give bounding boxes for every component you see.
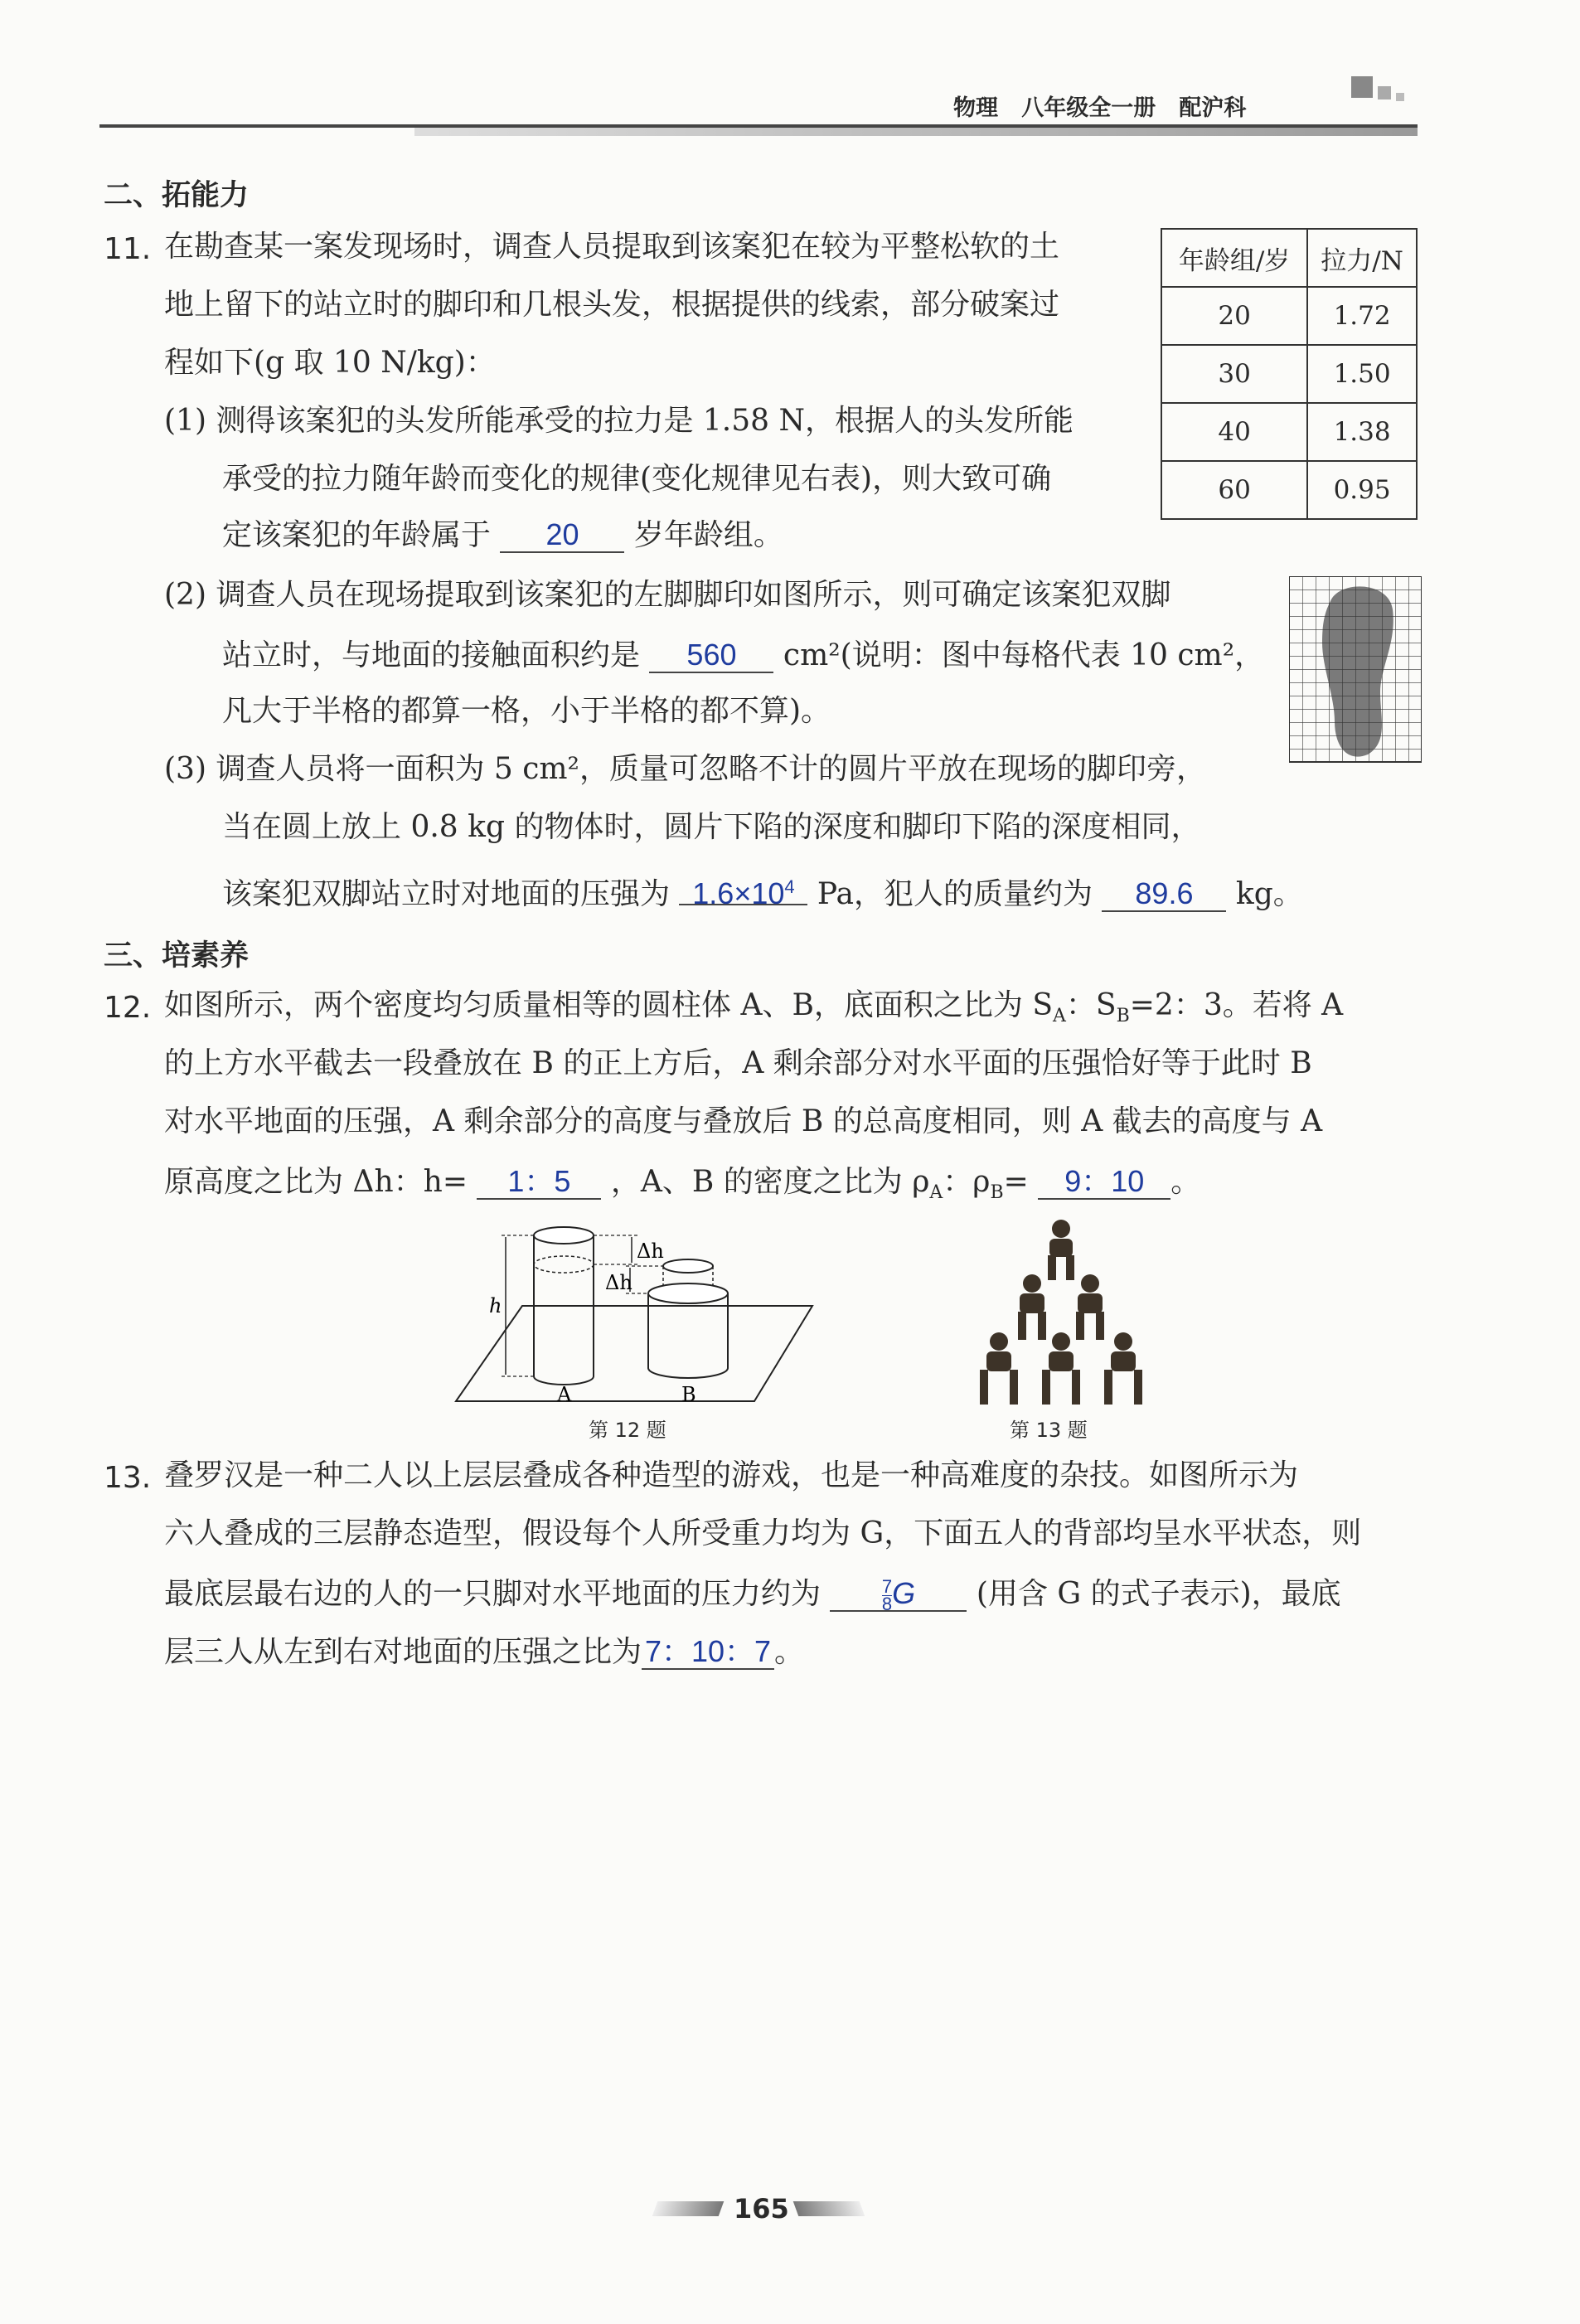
q13-fraction-denominator: 8 — [881, 1593, 893, 1614]
q12-line1-mid: ：S — [1065, 988, 1117, 1022]
cylinder-b-stack-top — [663, 1259, 713, 1273]
table-cell: 40 — [1161, 403, 1307, 461]
cylinder-a-top — [534, 1227, 594, 1244]
table-cell: 60 — [1161, 461, 1307, 519]
q12-line3: 对水平地面的压强，A 剩余部分的高度与叠放后 B 的总高度相同，则 A 截去的高度与 A — [164, 1104, 1323, 1138]
q13-answer-pressure-ratio: 7：10：7 — [642, 1635, 774, 1670]
page-number: 165 — [734, 2193, 789, 2225]
q11-part1-text: 定该案犯的年龄属于 — [222, 518, 492, 552]
q13-line1: 叠罗汉是一种二人以上层层叠成各种造型的游戏，也是一种高难度的杂技。如图所示为 — [164, 1458, 1299, 1492]
q12-line2: 的上方水平截去一段叠放在 B 的正上方后，A 剩余部分对水平面的压强恰好等于此时 B — [164, 1046, 1312, 1080]
q13-line4-text: 层三人从左到右对地面的压强之比为 — [164, 1635, 642, 1669]
q13-line2: 六人叠成的三层静态造型，假设每个人所受重力均为 G，下面五人的背部均呈水平状态，则 — [164, 1516, 1362, 1550]
q12-line4-mid2: ：ρ — [943, 1165, 991, 1199]
q12-line1-end: =2：3。若将 A — [1129, 988, 1344, 1022]
section-title-3: 三、培素养 — [104, 939, 250, 973]
q13-line3 — [164, 1577, 1341, 1612]
table-cell: 0.95 — [1307, 461, 1417, 519]
q11-part2-answer: 560 — [649, 638, 773, 673]
q12-figure-caption: 第 12 题 — [589, 1419, 666, 1442]
q11-part1-line2: 承受的拉力随年龄而变化的规律(变化规律见右表)，则大致可确 — [222, 462, 1052, 496]
q11-stem-line1: 在勘查某一案发现场时，调查人员提取到该案犯在较为平整松软的土 — [164, 230, 1060, 264]
q11-part2-text-end: cm²(说明：图中每格代表 10 cm²， — [783, 638, 1265, 672]
q13-line4-end: 。 — [774, 1635, 805, 1669]
page-header — [953, 90, 1246, 122]
q11-part3-line1: (3) 调查人员将一面积为 5 cm²，质量可忽略不计的圆片平放在现场的脚印旁， — [164, 752, 1206, 786]
q11-part2-text: 站立时，与地面的接触面积约是 — [222, 638, 641, 672]
table-header-age: 年龄组/岁 — [1161, 229, 1307, 287]
table-cell: 1.38 — [1307, 403, 1417, 461]
table-header-force: 拉力/N — [1307, 229, 1417, 287]
q11-part3-line3 — [222, 871, 1303, 912]
table-cell: 1.72 — [1307, 287, 1417, 345]
q12-answer-ratio-density: 9：10 — [1038, 1165, 1170, 1200]
ground-plane — [456, 1306, 812, 1401]
q13-line3-end: (用含 G 的式子表示)，最底 — [976, 1577, 1341, 1611]
hair-tension-table — [1161, 228, 1418, 520]
q11-stem-line3: 程如下(g 取 10 N/kg)： — [164, 346, 496, 380]
q13-figure-caption: 第 13 题 — [1010, 1419, 1088, 1442]
q11-part1-text-end: 岁年龄组。 — [633, 518, 783, 552]
q12-line4 — [164, 1165, 1200, 1208]
q12-line4-eq: = — [1003, 1165, 1029, 1199]
header-rule-shade — [414, 128, 1418, 136]
q11-part3-text: 该案犯双脚站立时对地面的压强为 — [222, 877, 671, 911]
q11-part2-line1: (2) 调查人员在现场提取到该案犯的左脚脚印如图所示，则可确定该案犯双脚 — [164, 578, 1171, 612]
q12-line4-mid: ，A、B 的密度之比为 ρ — [610, 1165, 930, 1199]
q12-number: 12. — [104, 991, 152, 1025]
footprint-grid-figure — [1289, 576, 1422, 767]
q11-part3-answer-exp: 4 — [784, 876, 795, 897]
q11-part2-line2 — [222, 638, 1264, 673]
q11-number: 11. — [104, 232, 152, 266]
q12-line4-text: 原高度之比为 Δh：h= — [164, 1165, 468, 1199]
q12-line1 — [164, 988, 1344, 1031]
acrobat-bottom-left — [980, 1332, 1018, 1405]
q11-part1-answer: 20 — [500, 518, 624, 553]
q13-number: 13. — [104, 1461, 152, 1495]
label-h: h — [489, 1294, 502, 1317]
header-grade: 八年级全一册 — [1021, 95, 1156, 121]
label-dh-bottom: Δh — [605, 1271, 632, 1294]
q11-part1-line3 — [222, 518, 783, 553]
q13-line4 — [164, 1635, 804, 1670]
q11-part1-line1: (1) 测得该案犯的头发所能承受的拉力是 1.58 N，根据人的头发所能 — [164, 404, 1074, 438]
q12-sub-b: B — [1116, 1006, 1130, 1027]
footer-decor-left — [652, 2201, 725, 2216]
acrobat-middle-left — [1018, 1274, 1046, 1340]
header-edition: 配沪科 — [1179, 95, 1247, 121]
q12-line4-end: 。 — [1170, 1165, 1201, 1199]
q13-answer-force — [830, 1577, 967, 1612]
cylinder-b-top — [648, 1283, 728, 1303]
q11-part3-text-end: kg。 — [1235, 877, 1303, 911]
label-a: A — [557, 1383, 572, 1406]
q11-part3-answer-pressure — [679, 871, 807, 910]
q13-fraction-variable: G — [892, 1576, 916, 1610]
q12-cylinders-figure — [448, 1215, 829, 1430]
label-b: B — [681, 1383, 696, 1406]
q11-part3-answer-mass: 89.6 — [1102, 877, 1226, 912]
q13-human-pyramid-figure — [962, 1217, 1161, 1408]
q13-fraction-numerator: 7 — [881, 1575, 893, 1597]
acrobat-bottom-center — [1042, 1332, 1080, 1405]
acrobat-top — [1048, 1220, 1074, 1280]
q12-sub-rho-b: B — [990, 1182, 1004, 1204]
table-cell: 1.50 — [1307, 345, 1417, 403]
q13-line3-text: 最底层最右边的人的一只脚对水平地面的压力约为 — [164, 1577, 822, 1611]
q12-line1-text: 如图所示，两个密度均匀质量相等的圆柱体 A、B，底面积之比为 S — [164, 988, 1054, 1022]
q13-fraction — [881, 1575, 893, 1614]
table-cell: 20 — [1161, 287, 1307, 345]
q11-part3-line2: 当在圆上放上 0.8 kg 的物体时，圆片下陷的深度和脚印下陷的深度相同， — [222, 810, 1201, 844]
q12-answer-ratio-height: 1：5 — [477, 1165, 601, 1200]
q11-part2-line3: 凡大于半格的都算一格，小于半格的都不算)。 — [222, 694, 831, 728]
q12-sub-rho-a: A — [929, 1182, 943, 1204]
label-dh-top: Δh — [637, 1240, 664, 1263]
acrobat-middle-right — [1076, 1274, 1104, 1340]
acrobat-bottom-right — [1104, 1332, 1142, 1405]
q11-stem-line2: 地上留下的站立时的脚印和几根头发，根据提供的线索，部分破案过 — [164, 288, 1060, 322]
footer-decor-right — [793, 2201, 865, 2216]
table-cell: 30 — [1161, 345, 1307, 403]
q11-part3-text-mid: Pa，犯人的质量约为 — [817, 877, 1093, 911]
section-title-2: 二、拓能力 — [104, 179, 250, 212]
q11-part3-answer-base: 1.6×10 — [692, 876, 785, 910]
q12-sub-a: A — [1053, 1006, 1066, 1027]
header-subject: 物理 — [953, 95, 998, 121]
